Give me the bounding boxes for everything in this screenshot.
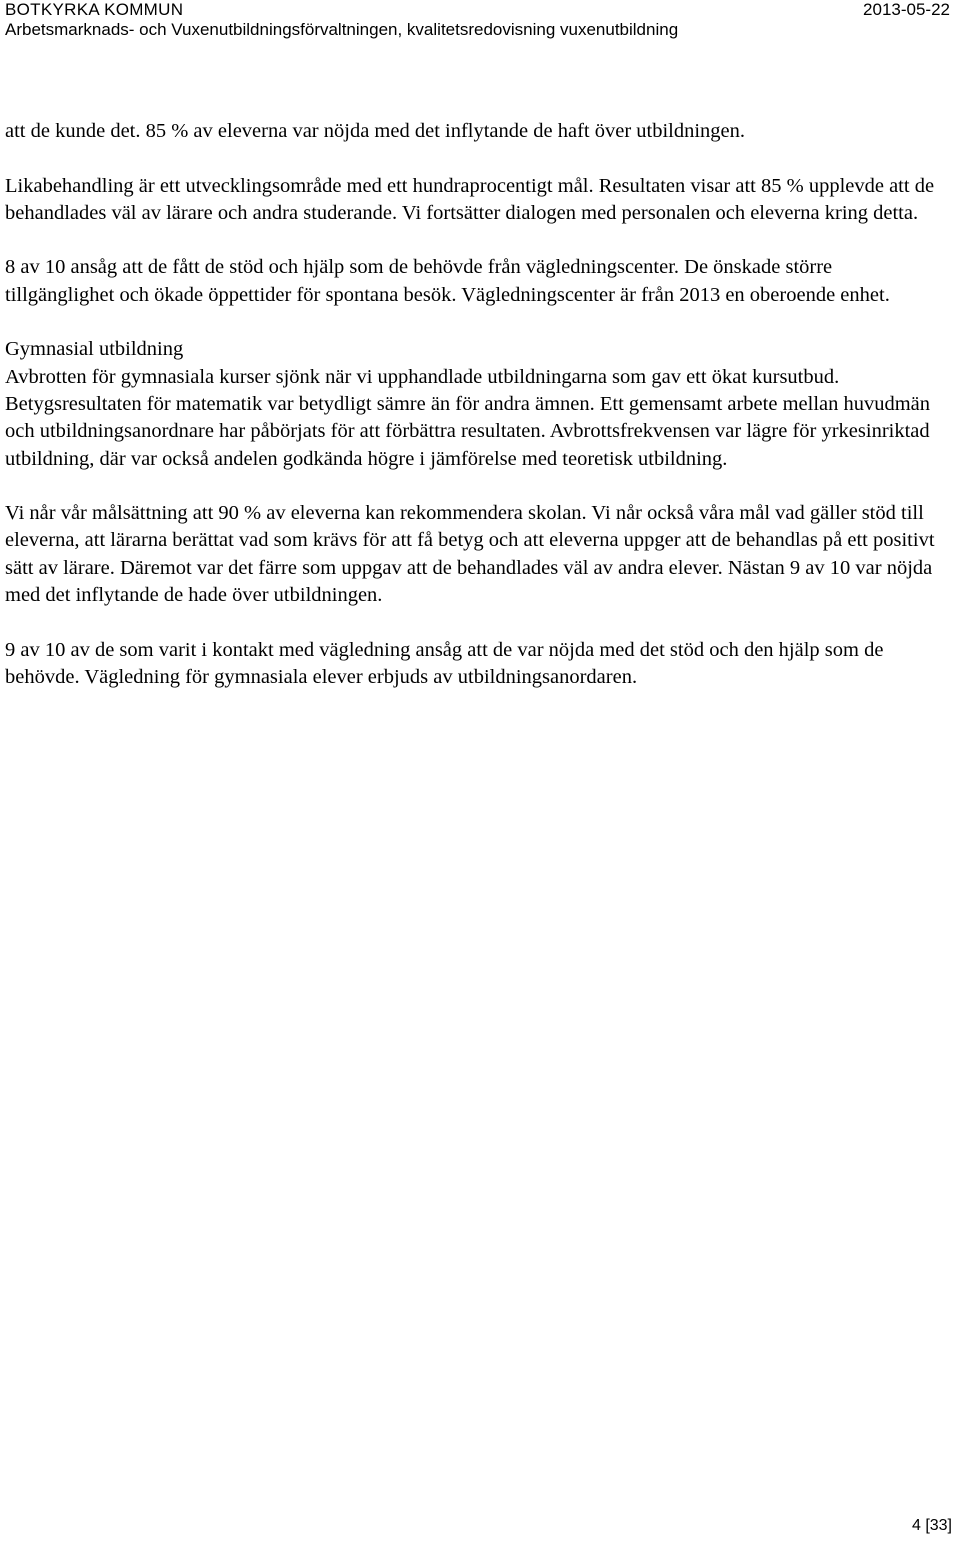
paragraph: Likabehandling är ett utvecklingsområde med ett hundraprocentigt mål. Resultaten visar att 85 % upplevde att de behandlades väl av lärare och andra studerande. Vi fortsätter dialogen med personalen och eleverna kring detta. [5,174,935,224]
paragraph: 9 av 10 av de som varit i kontakt med vägledning ansåg att de var nöjda med det stöd och den hjälp som de behövde. Vägledning för gymnasiala elever erbjuds av utbildningsanordaren. [5,638,884,688]
section-heading: Gymnasial utbildning [5,338,184,361]
page-header [0,0,960,46]
paragraph: 8 av 10 ansåg att de fått de stöd och hjälp som de behövde från vägledningscenter. De önskade större tillgänglighet och ökade öppettider för spontana besök. Vägledningscenter är från 2013 en oberoende enhet. [5,256,890,306]
document-date: 2013-05-22 [863,0,950,19]
paragraph: att de kunde det. 85 % av eleverna var nöjda med det inflytande de haft över utbildningen. [5,120,746,142]
document-body [5,118,935,719]
paragraph: Avbrotten för gymnasiala kurser sjönk när vi upphandlade utbildningarna som gav ett ökat kursutbud. Betygsresultaten för matematik var betydligt sämre än för andra ämnen. Ett gemensamt arbete mellan huvudmän och utbildningsanordnare har påbörjats för att förbättra resultaten. Avbrottsfrekvensen var lägre för yrkesinriktad utbildning, där var också andelen godkända högre i jämförelse med teoretisk utbildning. [5,365,931,470]
page-number: 4 [33] [911,1517,952,1534]
paragraph: Vi når vår målsättning att 90 % av eleverna kan rekommendera skolan. Vi når också våra mål vad gäller stöd till eleverna, att lärarna berättat vad som krävs för att få betyg och att eleverna uppger att de behandlas på ett positivt sätt av lärare. Däremot var det färre som uppgav att de behandlades väl av andra elever. Nästan 9 av 10 var nöjda med det inflytande de hade över utbildningen. [5,502,935,607]
organization-name: BOTKYRKA KOMMUN [5,0,184,19]
department-title: Arbetsmarknads- och Vuxenutbildningsförvaltningen, kvalitetsredovisning vuxenutbildning [5,20,679,39]
